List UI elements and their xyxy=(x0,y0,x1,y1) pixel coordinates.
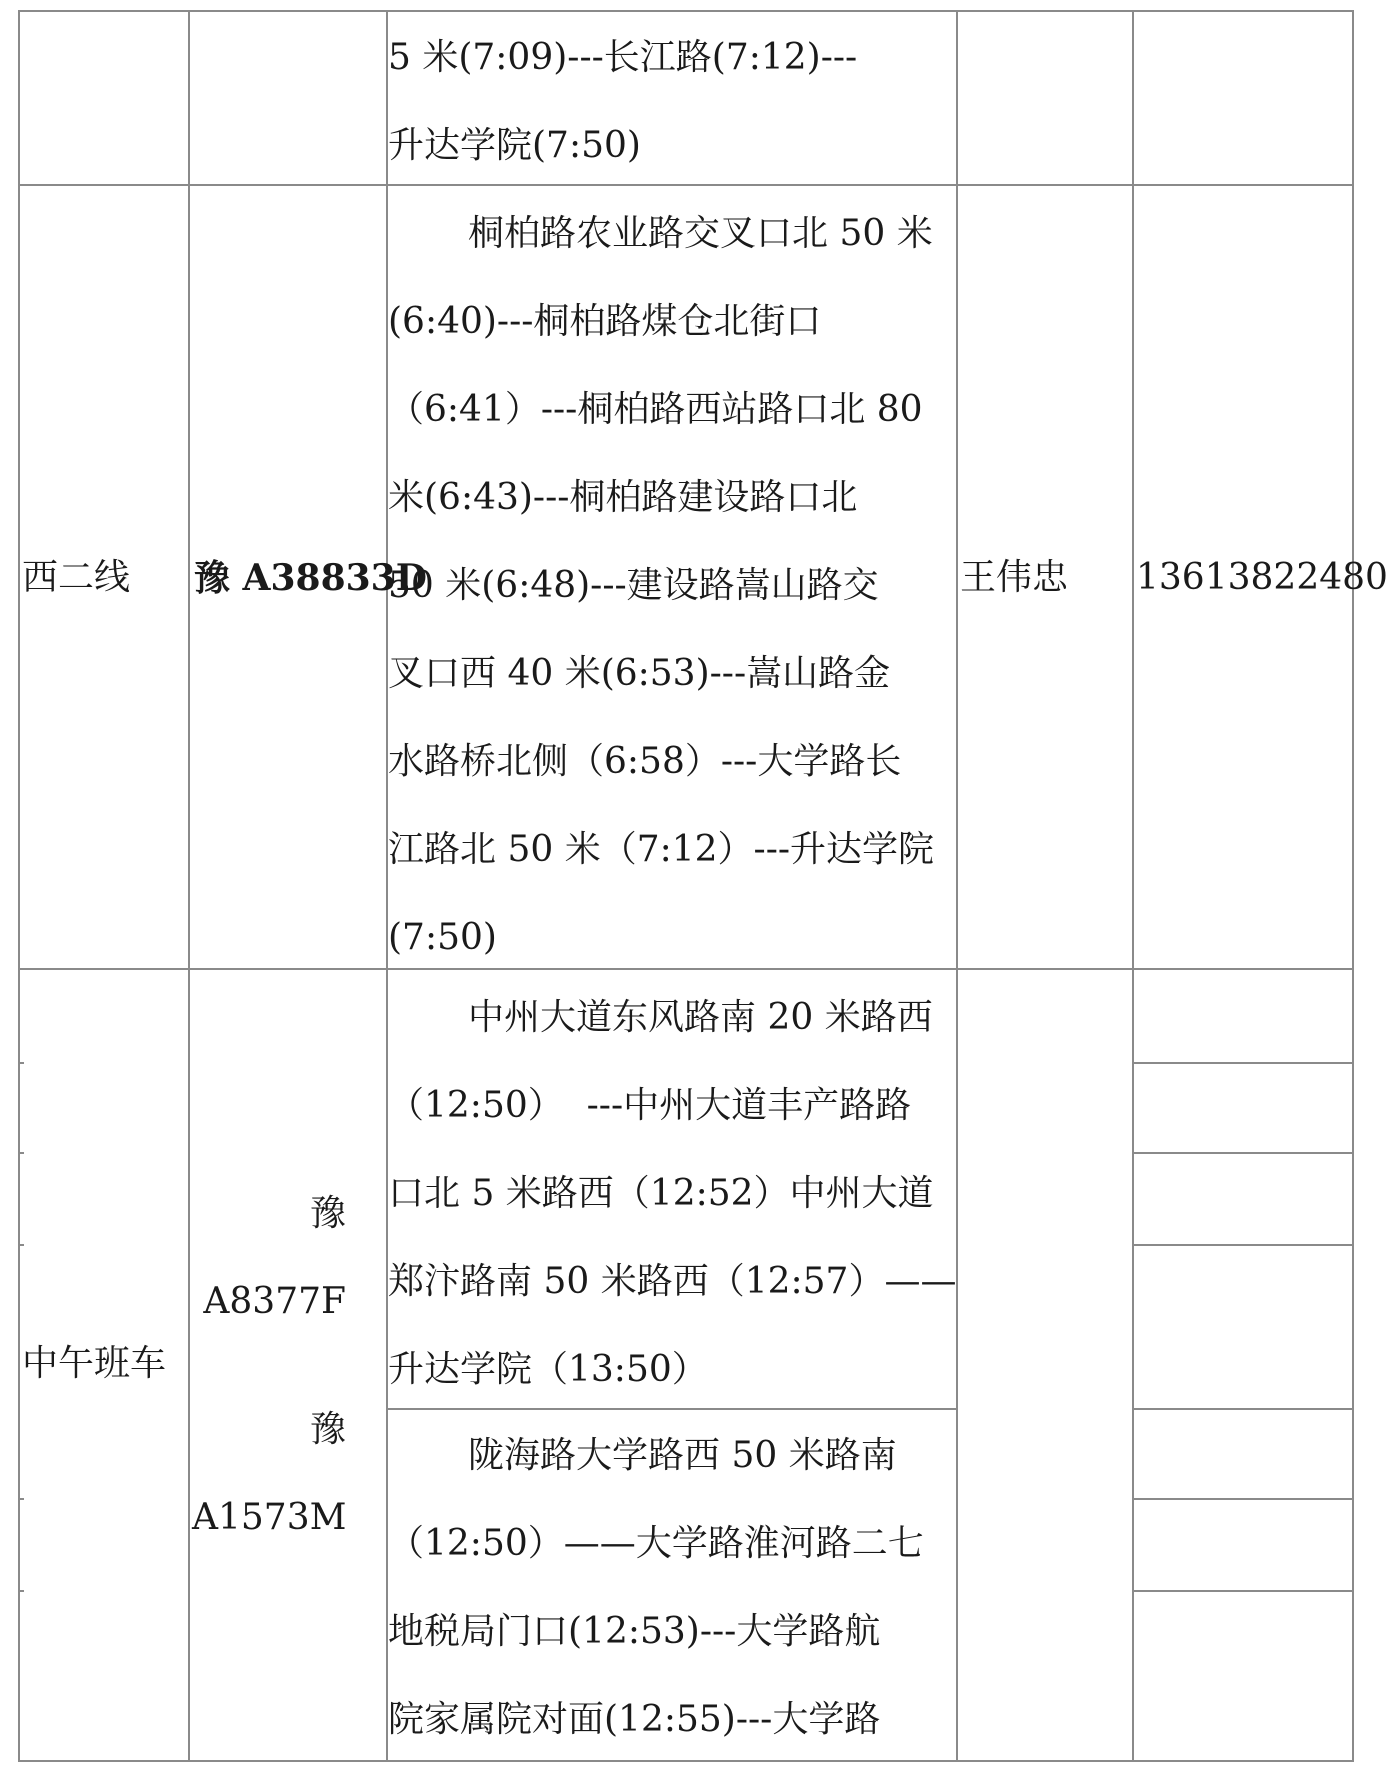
route-line: （12:50） ---中州大道丰产路路 xyxy=(388,1085,912,1126)
route-line: 江路北 50 米（7:12）---升达学院 xyxy=(388,829,935,870)
plate-number: 豫 xyxy=(309,1409,346,1450)
route-line: 水路桥北侧（6:58）---大学路长 xyxy=(388,741,902,782)
column-divider-1 xyxy=(188,10,190,1762)
route-line: （6:41）---桐柏路西站路口北 80 xyxy=(388,389,923,430)
route-line: 陇海路大学路西 50 米路南 xyxy=(468,1435,897,1476)
route-line: 5 米(7:09)---长江路(7:12)--- xyxy=(388,37,858,78)
edge-tick xyxy=(18,1498,24,1500)
route-line: 桐柏路农业路交叉口北 50 米 xyxy=(468,213,933,254)
line-name: 中午班车 xyxy=(22,1343,167,1384)
route-cell xyxy=(388,190,956,982)
table-border-top xyxy=(18,10,1354,12)
phone-subrow-divider xyxy=(1132,1498,1354,1500)
route-line: 中州大道东风路南 20 米路西 xyxy=(468,997,933,1038)
route-cell-fragment xyxy=(388,14,956,190)
route-line: 50 米(6:48)---建设路嵩山路交 xyxy=(388,565,879,606)
route-line: 米(6:43)---桐柏路建设路口北 xyxy=(388,477,858,518)
phone-subrow-divider xyxy=(1132,1244,1354,1246)
edge-tick xyxy=(18,1152,24,1154)
phone-subrow-divider xyxy=(1132,1590,1354,1592)
plate-number: 豫 xyxy=(309,1193,346,1234)
plate-number: A8377F xyxy=(203,1281,346,1322)
edge-tick xyxy=(18,1244,24,1246)
column-divider-3 xyxy=(956,10,958,1762)
route-line: (6:40)---桐柏路煤仓北街口 xyxy=(388,301,822,342)
edge-tick xyxy=(18,1062,24,1064)
route-cell-noon-1 xyxy=(388,974,956,1414)
route-line: （12:50）——大学路淮河路二七 xyxy=(388,1523,924,1564)
plate-list xyxy=(192,1170,386,1562)
route-line: 口北 5 米路西（12:52）中州大道 xyxy=(388,1173,934,1214)
plate-number: 豫 A38833D xyxy=(194,557,427,599)
driver-name: 王伟忠 xyxy=(960,557,1069,598)
route-line: 院家属院对面(12:55)---大学路 xyxy=(388,1699,881,1740)
route-line: 升达学院（13:50） xyxy=(388,1349,708,1390)
route-line: (7:50) xyxy=(388,917,497,958)
route-line: 地税局门口(12:53)---大学路航 xyxy=(388,1611,881,1652)
phone-subrow-divider xyxy=(1132,1152,1354,1154)
route-cell-noon-2 xyxy=(388,1412,956,1764)
line-name: 西二线 xyxy=(22,557,131,598)
edge-tick xyxy=(18,1590,24,1592)
plate-number: A1573M xyxy=(192,1497,347,1538)
route-line: 叉口西 40 米(6:53)---嵩山路金 xyxy=(388,653,891,694)
phone-subrow-divider xyxy=(1132,1408,1354,1410)
phone-number: 13613822480 xyxy=(1136,557,1388,598)
phone-subrow-divider xyxy=(1132,1062,1354,1064)
route-line: 郑汴路南 50 米路西（12:57）—— xyxy=(388,1261,957,1302)
route-line: 升达学院(7:50) xyxy=(388,125,641,166)
